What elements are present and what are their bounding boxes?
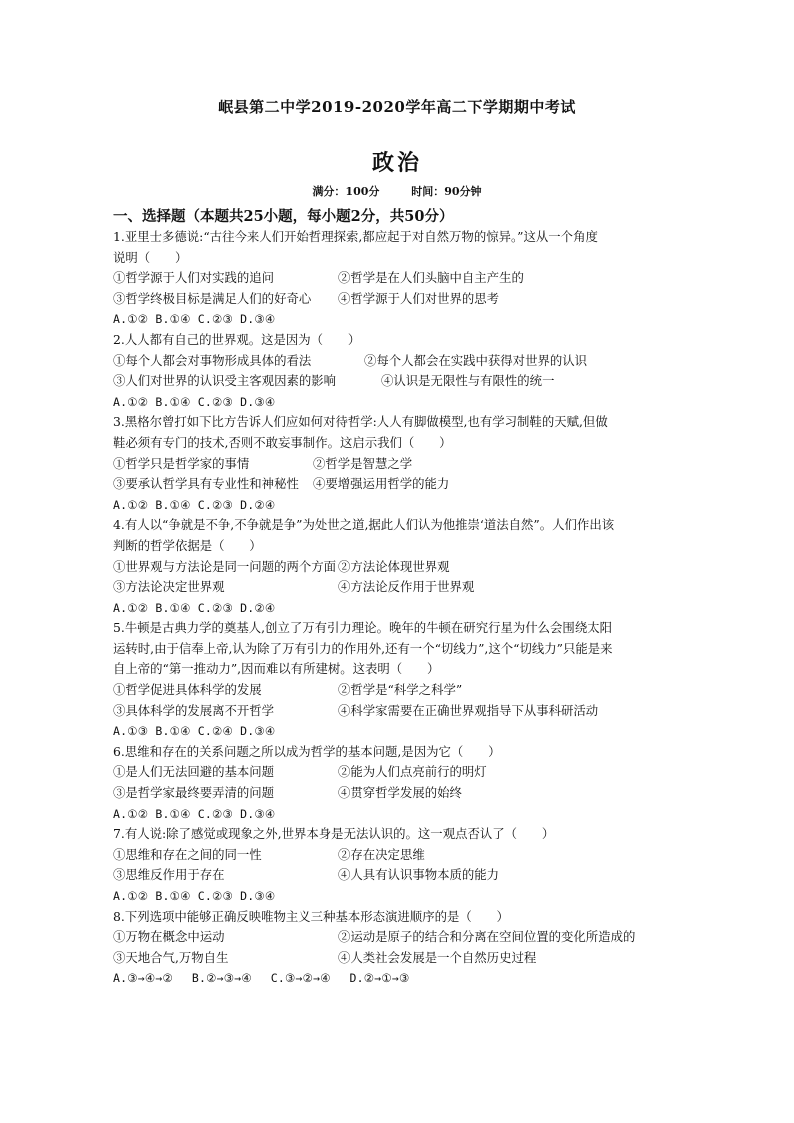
question-stem-line: 3.黑格尔曾打如下比方告诉人们应如何对待哲学:人人有脚做模型,也有学习制鞋的天赋,但做 (113, 414, 608, 430)
exam-time: 时间：90分钟 (411, 185, 482, 198)
answer-choices: A.①② B.①④ C.②③ D.③④ (113, 394, 276, 409)
option-row (113, 371, 688, 392)
option-statement: ②哲学是在人们头脑中自主产生的 (338, 270, 524, 286)
answer-choices: A.①② B.①④ C.②③ D.②④ (113, 497, 276, 512)
option-statement: ④科学家需要在正确世界观指导下从事科研活动 (338, 702, 599, 718)
option-row (113, 577, 688, 598)
option-statement: ④要增强运用哲学的能力 (313, 476, 450, 492)
option-row (113, 557, 688, 578)
option-statement: ③要承认哲学具有专业性和神秘性 (113, 476, 299, 492)
question-stem-line: 鞋必须有专门的技术,否则不敢妄事制作。这启示我们（ ） (113, 434, 452, 450)
option-statement: ④贯穿哲学发展的始终 (338, 785, 462, 801)
question-stem-line: 1.亚里士多德说:“古往今来人们开始哲理探索,都应起于对自然万物的惊异。”这从一个角度 (113, 229, 598, 244)
option-statement: ④人类社会发展是一个自然历史过程 (338, 949, 537, 965)
answer-choices: A.①② B.①④ C.②③ D.③④ (113, 889, 276, 903)
answer-choices: A.③→④→② B.②→③→④ C.③→②→④ D.②→①→③ (113, 971, 410, 986)
option-row (113, 762, 688, 783)
option-row (113, 865, 688, 886)
option-statement: ②方法论体现世界观 (338, 558, 450, 574)
section-heading: 一、选择题（本题共25小题，每小题2分，共50分） (113, 208, 454, 225)
option-statement: ①万物在概念中运动 (113, 929, 225, 945)
option-row (113, 927, 688, 948)
option-statement: ③思维反作用于存在 (113, 867, 225, 883)
question-5 (113, 618, 688, 742)
option-statement: ①哲学促进具体科学的发展 (113, 682, 262, 698)
option-row (113, 474, 688, 495)
option-statement: ①每个人都会对事物形成具体的看法 (113, 352, 312, 368)
question-stem-line: 说明（ ） (113, 249, 188, 265)
option-statement: ③人们对世界的认识受主客观因素的影响 (113, 373, 337, 389)
option-row (113, 454, 688, 475)
subject-title: 政治 (371, 150, 422, 176)
question-6 (113, 742, 688, 824)
question-stem-line: 7.有人说:除了感觉或现象之外,世界本身是无法认识的。这一观点否认了（ ） (113, 826, 555, 842)
question-stem-line: 判断的哲学依据是（ ） (113, 537, 262, 553)
question-7 (113, 824, 688, 906)
option-row (113, 268, 688, 289)
option-row (113, 948, 688, 969)
option-statement: ②哲学是智慧之学 (313, 455, 413, 471)
question-stem-line: 8.下列选项中能够正确反映唯物主义三种基本形态演进顺序的是（ ） (113, 908, 509, 924)
question-stem-line: 自上帝的“第一推动力”,因而难以有所建树。这表明（ ） (113, 661, 440, 677)
question-8 (113, 907, 688, 989)
option-statement: ①世界观与方法论是同一问题的两个方面 (113, 558, 337, 574)
option-statement: ②每个人都会在实践中获得对世界的认识 (364, 352, 588, 368)
option-row (113, 701, 688, 722)
option-row (113, 783, 688, 804)
option-statement: ①哲学只是哲学家的事情 (113, 455, 250, 471)
option-statement: ③是哲学家最终要弄清的问题 (113, 785, 275, 801)
question-2 (113, 330, 688, 412)
answer-choices: A.①③ B.①④ C.②④ D.③④ (113, 724, 276, 739)
option-statement: ④认识是无限性与有限性的统一 (381, 373, 555, 389)
option-statement: ①哲学源于人们对实践的追问 (113, 270, 275, 286)
option-statement: ②运动是原子的结合和分离在空间位置的变化所造成的 (338, 929, 636, 945)
question-stem-line: 4.有人以“争就是不争,不争就是争”为处世之道,据此人们认为他推崇‘道法自然”。人们作出该 (113, 517, 615, 533)
option-statement: ④哲学源于人们对世界的思考 (338, 290, 500, 306)
question-3 (113, 412, 688, 515)
question-stem-line: 5.牛顿是古典力学的奠基人,创立了万有引力理论。晚年的牛顿在研究行星为什么会围绕太阳 (113, 620, 612, 636)
option-statement: ①是人们无法回避的基本问题 (113, 764, 275, 780)
option-statement: ①思维和存在之间的同一性 (113, 846, 262, 862)
option-row (113, 845, 688, 866)
option-statement: ②能为人们点亮前行的明灯 (338, 764, 487, 780)
question-stem-line: 2.人人都有自己的世界观。这是因为（ ） (113, 331, 361, 347)
option-statement: ③哲学终极目标是满足人们的好奇心 (113, 290, 312, 306)
question-1 (113, 227, 688, 330)
question-stem-line: 6.思维和存在的关系问题之所以成为哲学的基本问题,是因为它（ ） (113, 743, 501, 759)
exam-meta (0, 183, 794, 199)
option-statement: ②哲学是“科学之科学” (338, 682, 463, 698)
option-statement: ④人具有认识事物本质的能力 (338, 867, 500, 883)
option-row (113, 680, 688, 701)
question-stem-line: 运转时,由于信奉上帝,认为除了万有引力的作用外,还有一个“切线力”,这个“切线力”只能是来 (113, 640, 613, 656)
option-statement: ②存在决定思维 (338, 846, 425, 862)
question-4 (113, 515, 688, 618)
option-statement: ④方法论反作用于世界观 (338, 579, 475, 595)
full-score: 满分：100分 (312, 185, 380, 198)
option-statement: ③方法论决定世界观 (113, 579, 225, 595)
option-row (113, 289, 688, 310)
question-list (113, 227, 688, 989)
answer-choices: A.①② B.①④ C.②③ D.②④ (113, 600, 276, 615)
option-statement: ③天地合气,万物自生 (113, 949, 229, 965)
answer-choices: A.①② B.①④ C.②③ D.③④ (113, 806, 276, 821)
answer-choices: A.①② B.①④ C.②③ D.③④ (113, 312, 276, 327)
exam-title: 岷县第二中学2019-2020学年高二下学期期中考试 (218, 98, 576, 116)
option-row (113, 351, 688, 372)
option-statement: ③具体科学的发展离不开哲学 (113, 702, 275, 718)
